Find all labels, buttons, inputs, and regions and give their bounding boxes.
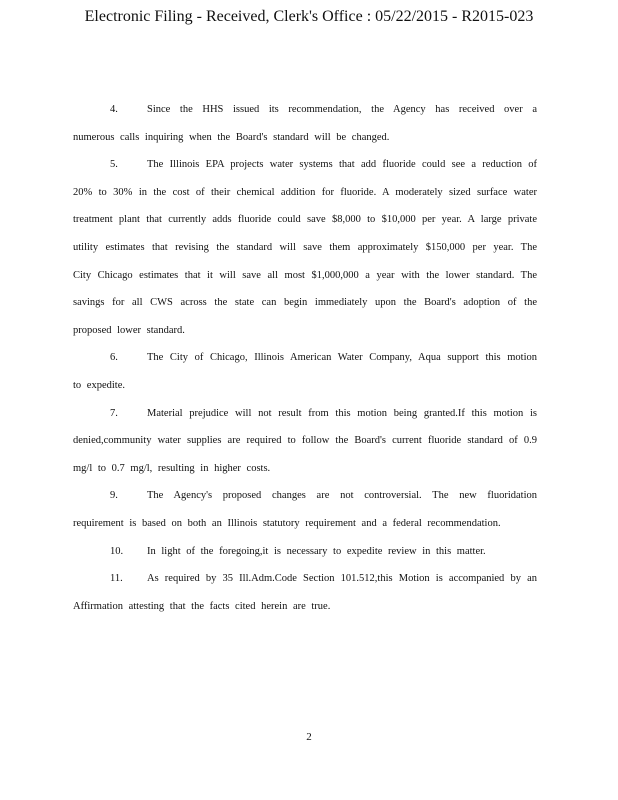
- paragraph-6: [73, 344, 537, 399]
- paragraph-text: Material prejudice will not result from this motion being granted.If this motion is denied,community water supplies are required to follow the Board's current fluoride standard of 0.9 mg/l to 0.7 mg/l, resulting in higher costs.: [73, 407, 537, 474]
- paragraph-number: 7.: [110, 407, 118, 419]
- paragraph-text: The City of Chicago, Illinois American Water Company, Aqua support this motion to expedite.: [73, 352, 537, 391]
- paragraph-text: The Illinois EPA projects water systems that add fluoride could see a reduction of 20% to 30% in the cost of their chemical addition for fluoride. A moderately sized surface water treatment plant that currently adds fluoride could save $8,000 to $10,000 per year. A large private utility estimates that revising the standard will save them approximately $150,000 per year. The City Chicago estimates that it will save all most $1,000,000 a year with the lower standard. The savings for all CWS across the state can begin immediately upon the Board's adoption of the proposed lower standard.: [73, 159, 537, 336]
- paragraph-10: [73, 538, 537, 566]
- paragraph-5: [73, 151, 537, 344]
- paragraph-number: 9.: [110, 490, 118, 502]
- paragraph-number: 10.: [110, 545, 124, 557]
- paragraph-text: The Agency's proposed changes are not controversial. The new fluoridation requirement is based on both an Illinois statutory requirement and a federal recommendation.: [73, 490, 537, 529]
- paragraph-number: 5.: [110, 159, 118, 171]
- paragraph-text: As required by 35 Ill.Adm.Code Section 101.512,this Motion is accompanied by an Affirmation attesting that the facts cited herein are true.: [73, 573, 537, 612]
- paragraph-number: 6.: [110, 352, 118, 364]
- filing-stamp-header: Electronic Filing - Received, Clerk's Office : 05/22/2015 - R2015-023: [84, 8, 534, 25]
- paragraph-text: Since the HHS issued its recommendation, the Agency has received over a numerous calls inquiring when the Board's standard will be changed.: [73, 104, 537, 143]
- paragraph-7: [73, 400, 537, 483]
- page-number: 2: [306, 731, 312, 743]
- paragraph-number: 4.: [110, 104, 118, 115]
- document-body: [73, 96, 537, 620]
- paragraph-number: 11.: [110, 573, 123, 585]
- paragraph-9: [73, 482, 537, 537]
- paragraph-4: [73, 96, 537, 151]
- paragraph-text: In light of the foregoing,it is necessary to expedite review in this matter.: [147, 545, 486, 557]
- paragraph-11: [73, 565, 537, 620]
